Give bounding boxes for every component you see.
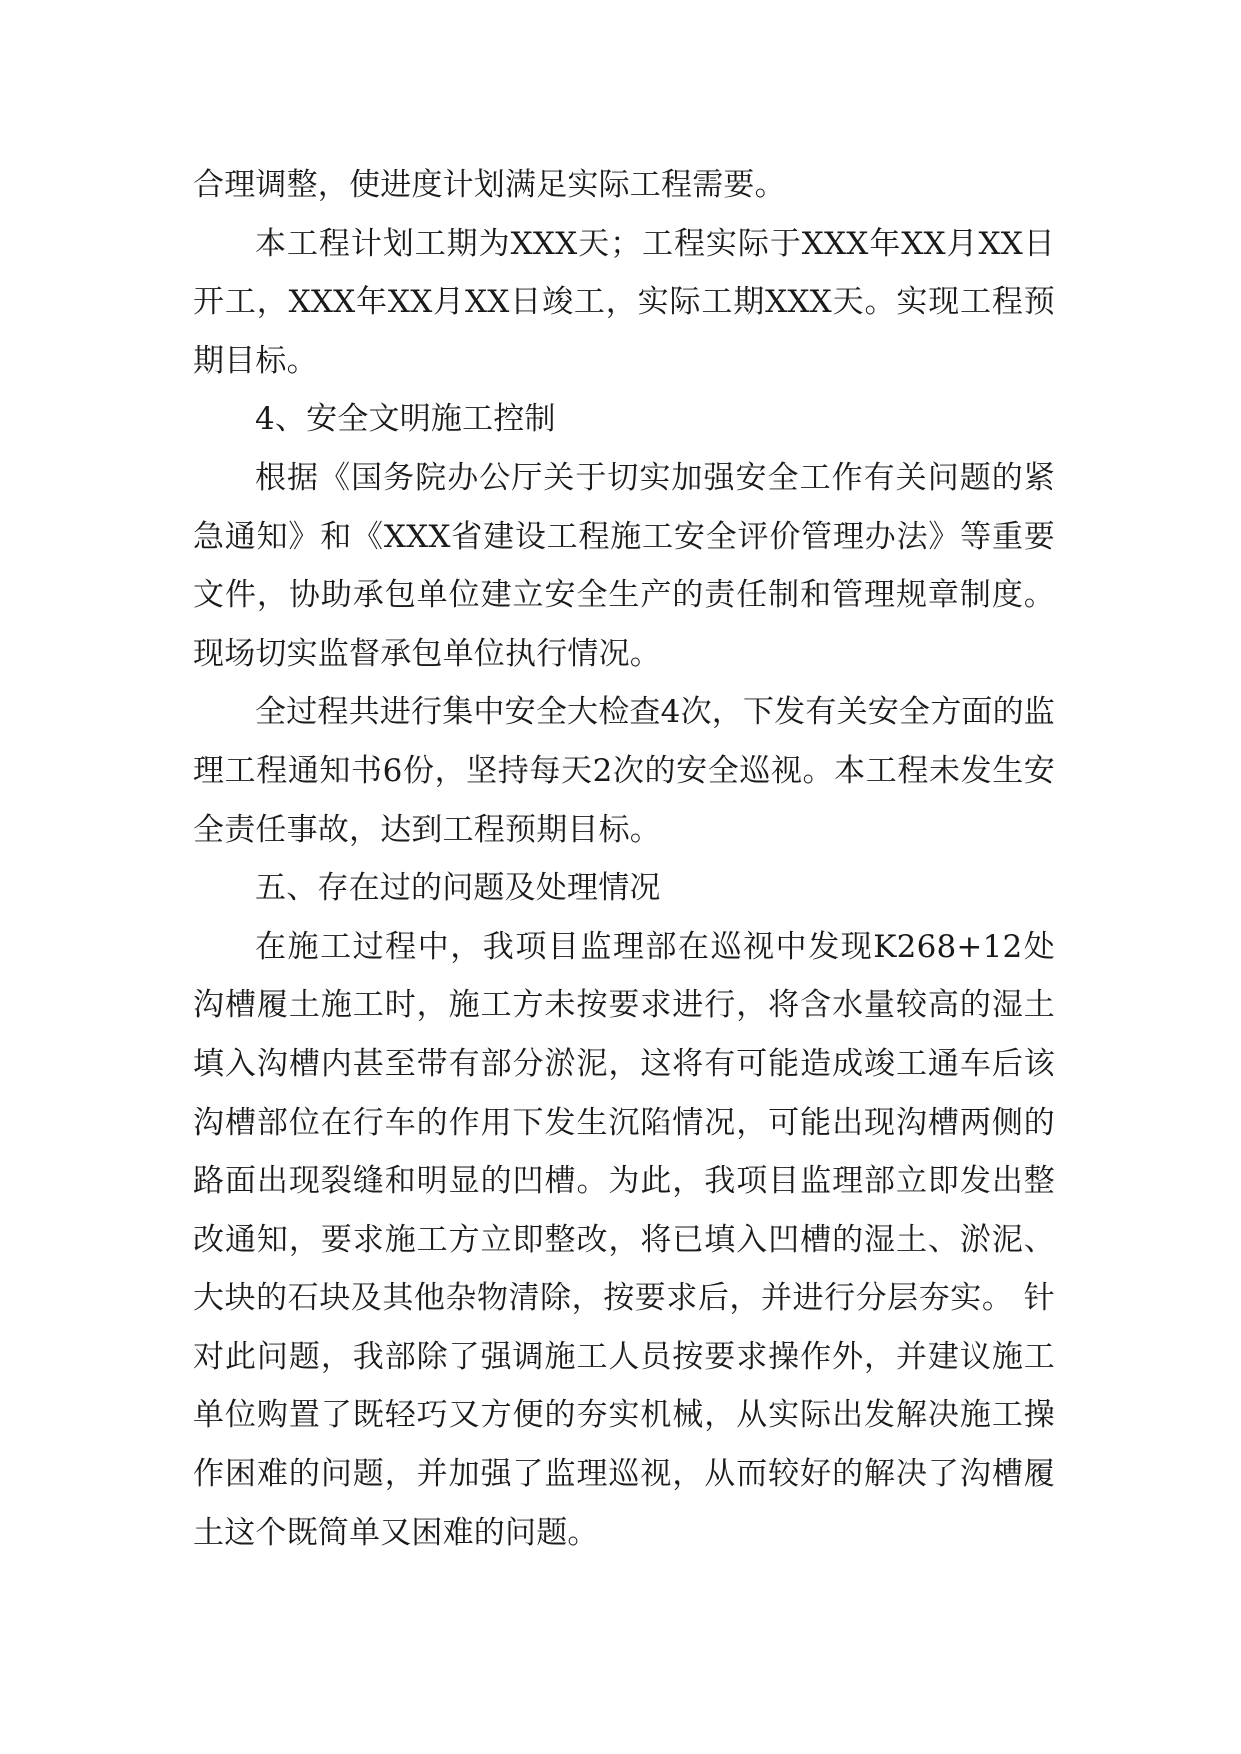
section-heading-problems: 五、存在过的问题及处理情况: [255, 870, 661, 907]
document-body: [193, 156, 1055, 1562]
paragraph-schedule-continuation: 合理调整，使进度计划满足实际工程需要。: [193, 167, 786, 203]
paragraph-problems-handling: 在施工过程中，我项目监理部在巡视中发现K268+12处沟槽履土施工时，施工方未按要求进行，将含水量较高的湿土填入沟槽内甚至带有部分淤泥，这将有可能造成竣工通车后该沟槽部位在行车的作用下发生沉陷情况，可能出现沟槽两侧的路面出现裂缝和明显的凹槽。为此，我项目监理部立即发出整改通知，要求施工方立即整改，将已填入凹槽的湿土、淤泥、大块的石块及其他杂物清除，按要求后，并进行分层夯实。 针对此问题，我部除了强调施工人员按要求操作外，并建议施工单位购置了既轻巧又方便的夯实机械，从实际出发解决施工操作困难的问题，并加强了监理巡视，从而较好的解决了沟槽履土这个既简单又困难的问题。: [193, 928, 1055, 1551]
section-heading-safety-control: 4、安全文明施工控制: [255, 401, 556, 438]
paragraph-construction-period: 本工程计划工期为XXX天；工程实际于XXX年XX月XX日开工，XXX年XX月XX日竣工，实际工期XXX天。实现工程预期目标。: [193, 225, 1055, 379]
paragraph-safety-basis: 根据《国务院办公厅关于切实加强安全工作有关问题的紧急通知》和《XXX省建设工程施工安全评价管理办法》等重要文件，协助承包单位建立安全生产的责任制和管理规章制度。现场切实监督承包单位执行情况。: [193, 459, 1055, 672]
paragraph-safety-result: 全过程共进行集中安全大检查4次，下发有关安全方面的监理工程通知书6份，坚持每天2次的安全巡视。本工程未发生安全责任事故，达到工程预期目标。: [193, 694, 1055, 848]
